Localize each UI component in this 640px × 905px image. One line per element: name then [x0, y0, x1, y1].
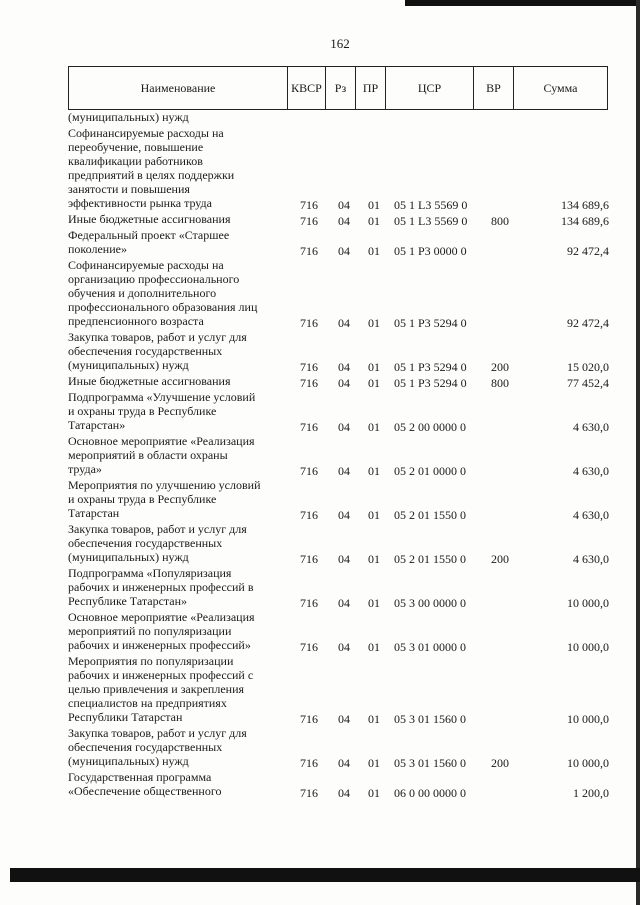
- row-name: [68, 726, 278, 768]
- row-name: [68, 258, 278, 328]
- row-rz: 04: [338, 376, 350, 390]
- row-name-line: Иные бюджетные ассигнования: [68, 374, 231, 388]
- row-csr: 05 1 L3 5569 0: [394, 198, 468, 212]
- row-rz: 04: [338, 756, 350, 770]
- row-rz: 04: [338, 552, 350, 566]
- row-pr: 01: [368, 640, 380, 654]
- row-name-line: Татарстан: [68, 506, 120, 520]
- header-pr: ПР: [355, 67, 385, 109]
- row-rz: 04: [338, 712, 350, 726]
- row-name-line: Государственная программа: [68, 770, 212, 784]
- row-pr: 01: [368, 596, 380, 610]
- row-kvsr: 716: [300, 786, 318, 800]
- row-pr: 01: [368, 198, 380, 212]
- table-row: [0, 258, 640, 330]
- row-sum: 92 472,4: [567, 244, 609, 258]
- row-kvsr: 716: [300, 198, 318, 212]
- row-name: [68, 390, 278, 432]
- row-pr: 01: [368, 464, 380, 478]
- table-row: [0, 566, 640, 610]
- row-csr: 06 0 00 0000 0: [394, 786, 466, 800]
- row-name-line: Закупка товаров, работ и услуг для: [68, 522, 247, 536]
- row-sum: 10 000,0: [567, 640, 609, 654]
- table-row: [0, 726, 640, 770]
- row-name-line: целью привлечения и закрепления: [68, 682, 245, 696]
- row-rz: 04: [338, 244, 350, 258]
- row-kvsr: 716: [300, 316, 318, 330]
- row-csr: 05 3 01 1560 0: [394, 756, 466, 770]
- row-csr: 05 1 P3 5294 0: [394, 360, 467, 374]
- row-csr: 05 2 00 0000 0: [394, 420, 466, 434]
- page-number: 162: [330, 36, 350, 51]
- row-name-line: Иные бюджетные ассигнования: [68, 212, 231, 226]
- row-rz: 04: [338, 360, 350, 374]
- row-csr: 05 3 01 1560 0: [394, 712, 466, 726]
- row-pr: 01: [368, 712, 380, 726]
- table-row: [0, 610, 640, 654]
- row-rz: 04: [338, 508, 350, 522]
- row-kvsr: 716: [300, 596, 318, 610]
- row-sum: 4 630,0: [573, 508, 609, 522]
- row-kvsr: 716: [300, 756, 318, 770]
- row-sum: 15 020,0: [567, 360, 609, 374]
- row-vr: 200: [491, 756, 509, 770]
- row-name-line: квалификации работников: [68, 154, 203, 168]
- row-name-line: (муниципальных) нужд: [68, 754, 189, 768]
- row-rz: 04: [338, 198, 350, 212]
- table-row: [0, 330, 640, 374]
- scan-top-edge: [405, 0, 640, 6]
- row-name-line: (муниципальных) нужд: [68, 110, 189, 124]
- row-name-line: Подпрограмма «Улучшение условий: [68, 390, 256, 404]
- row-name-line: обеспечения государственных: [68, 740, 223, 754]
- table-row: [0, 434, 640, 478]
- row-csr: 05 1 L3 5569 0: [394, 214, 468, 228]
- row-csr: 05 1 P3 5294 0: [394, 316, 467, 330]
- row-rz: 04: [338, 214, 350, 228]
- table-row: [0, 374, 640, 390]
- row-name-line: предпенсионного возраста: [68, 314, 204, 328]
- table-header: [68, 66, 608, 110]
- row-sum: 134 689,6: [561, 198, 609, 212]
- row-name-line: (муниципальных) нужд: [68, 358, 189, 372]
- row-name-line: Закупка товаров, работ и услуг для: [68, 726, 247, 740]
- row-name: [68, 478, 278, 520]
- row-kvsr: 716: [300, 712, 318, 726]
- row-sum: 10 000,0: [567, 712, 609, 726]
- row-sum: 10 000,0: [567, 596, 609, 610]
- row-name: [68, 434, 278, 476]
- row-name-line: и охраны труда в Республике: [68, 404, 217, 418]
- header-vr: ВР: [473, 67, 513, 109]
- row-kvsr: 716: [300, 244, 318, 258]
- row-sum: 134 689,6: [561, 214, 609, 228]
- table-row: [0, 770, 640, 800]
- row-name-line: и охраны труда в Республике: [68, 492, 217, 506]
- row-kvsr: 716: [300, 376, 318, 390]
- row-name-line: переобучение, повышение: [68, 140, 204, 154]
- row-name-line: эффективности рынка труда: [68, 196, 212, 210]
- row-name-line: Основное мероприятие «Реализация: [68, 434, 255, 448]
- row-name-line: (муниципальных) нужд: [68, 550, 189, 564]
- row-rz: 04: [338, 420, 350, 434]
- row-vr: 800: [491, 376, 509, 390]
- row-sum: 10 000,0: [567, 756, 609, 770]
- row-name: [68, 566, 278, 608]
- row-pr: 01: [368, 214, 380, 228]
- row-name: [68, 770, 278, 798]
- row-vr: 200: [491, 552, 509, 566]
- row-pr: 01: [368, 244, 380, 258]
- row-name-line: предприятий в целях поддержки: [68, 168, 235, 182]
- row-name-line: обеспечения государственных: [68, 344, 223, 358]
- row-pr: 01: [368, 376, 380, 390]
- row-name-line: Софинансируемые расходы на: [68, 258, 224, 272]
- row-name-line: обучения и дополнительного: [68, 286, 217, 300]
- row-sum: 77 452,4: [567, 376, 609, 390]
- row-pr: 01: [368, 316, 380, 330]
- row-csr: 05 2 01 1550 0: [394, 552, 466, 566]
- row-name-line: обеспечения государственных: [68, 536, 223, 550]
- row-csr: 05 1 P3 0000 0: [394, 244, 467, 258]
- table-row: [0, 522, 640, 566]
- row-sum: 4 630,0: [573, 552, 609, 566]
- row-name-line: Софинансируемые расходы на: [68, 126, 224, 140]
- row-name-line: специалистов на предприятиях: [68, 696, 227, 710]
- row-name-line: труда»: [68, 462, 102, 476]
- row-kvsr: 716: [300, 360, 318, 374]
- row-name-line: Республике Татарстан»: [68, 594, 188, 608]
- row-kvsr: 716: [300, 640, 318, 654]
- header-rz: Рз: [325, 67, 355, 109]
- table-row: [0, 126, 640, 212]
- row-name: [68, 330, 278, 372]
- row-name: [68, 126, 278, 210]
- row-name: [68, 654, 278, 724]
- row-pr: 01: [368, 756, 380, 770]
- header-name: Наименование: [140, 80, 216, 95]
- row-sum: 4 630,0: [573, 420, 609, 434]
- row-name-line: Основное мероприятие «Реализация: [68, 610, 255, 624]
- row-name-line: мероприятий по популяризации: [68, 624, 232, 638]
- row-pr: 01: [368, 552, 380, 566]
- row-sum: 92 472,4: [567, 316, 609, 330]
- row-rz: 04: [338, 596, 350, 610]
- row-name: [68, 522, 278, 564]
- row-name-line: Мероприятия по улучшению условий: [68, 478, 261, 492]
- row-name-line: занятости и повышения: [68, 182, 190, 196]
- row-name: [68, 374, 278, 388]
- row-name-line: профессионального образования лиц: [68, 300, 258, 314]
- row-kvsr: 716: [300, 508, 318, 522]
- row-sum: 1 200,0: [573, 786, 609, 800]
- row-pr: 01: [368, 360, 380, 374]
- row-kvsr: 716: [300, 214, 318, 228]
- table-row: [0, 228, 640, 258]
- row-kvsr: 716: [300, 552, 318, 566]
- table-row: [0, 110, 640, 126]
- table-row: [0, 654, 640, 726]
- row-kvsr: 716: [300, 464, 318, 478]
- row-name: [68, 110, 278, 124]
- row-name-line: Мероприятия по популяризации: [68, 654, 234, 668]
- row-csr: 05 3 00 0000 0: [394, 596, 466, 610]
- row-name-line: мероприятий в области охраны: [68, 448, 228, 462]
- row-name-line: рабочих и инженерных профессий в: [68, 580, 254, 594]
- row-kvsr: 716: [300, 420, 318, 434]
- row-pr: 01: [368, 508, 380, 522]
- table-row: [0, 390, 640, 434]
- row-name: [68, 212, 278, 226]
- scan-bottom-edge: [10, 868, 640, 882]
- row-csr: 05 1 P3 5294 0: [394, 376, 467, 390]
- row-csr: 05 3 01 0000 0: [394, 640, 466, 654]
- row-csr: 05 2 01 1550 0: [394, 508, 466, 522]
- table-row: [0, 478, 640, 522]
- row-rz: 04: [338, 786, 350, 800]
- row-name-line: Республики Татарстан: [68, 710, 183, 724]
- row-vr: 800: [491, 214, 509, 228]
- row-csr: 05 2 01 0000 0: [394, 464, 466, 478]
- row-name-line: Закупка товаров, работ и услуг для: [68, 330, 247, 344]
- row-rz: 04: [338, 464, 350, 478]
- row-name-line: «Обеспечение общественного: [68, 784, 222, 798]
- row-name-line: поколение»: [68, 242, 127, 256]
- row-name: [68, 228, 278, 256]
- table-row: [0, 212, 640, 228]
- row-name-line: Татарстан»: [68, 418, 126, 432]
- table-body: [0, 110, 640, 800]
- header-sum: Сумма: [513, 67, 607, 109]
- row-rz: 04: [338, 316, 350, 330]
- row-name-line: рабочих и инженерных профессий»: [68, 638, 251, 652]
- row-pr: 01: [368, 786, 380, 800]
- row-name: [68, 610, 278, 652]
- row-name-line: рабочих и инженерных профессий с: [68, 668, 254, 682]
- row-sum: 4 630,0: [573, 464, 609, 478]
- header-csr: ЦСР: [385, 67, 473, 109]
- header-kvsr: КВСР: [287, 67, 325, 109]
- row-vr: 200: [491, 360, 509, 374]
- row-name-line: Подпрограмма «Популяризация: [68, 566, 232, 580]
- row-name-line: Федеральный проект «Старшее: [68, 228, 230, 242]
- row-rz: 04: [338, 640, 350, 654]
- row-name-line: организацию профессионального: [68, 272, 240, 286]
- row-pr: 01: [368, 420, 380, 434]
